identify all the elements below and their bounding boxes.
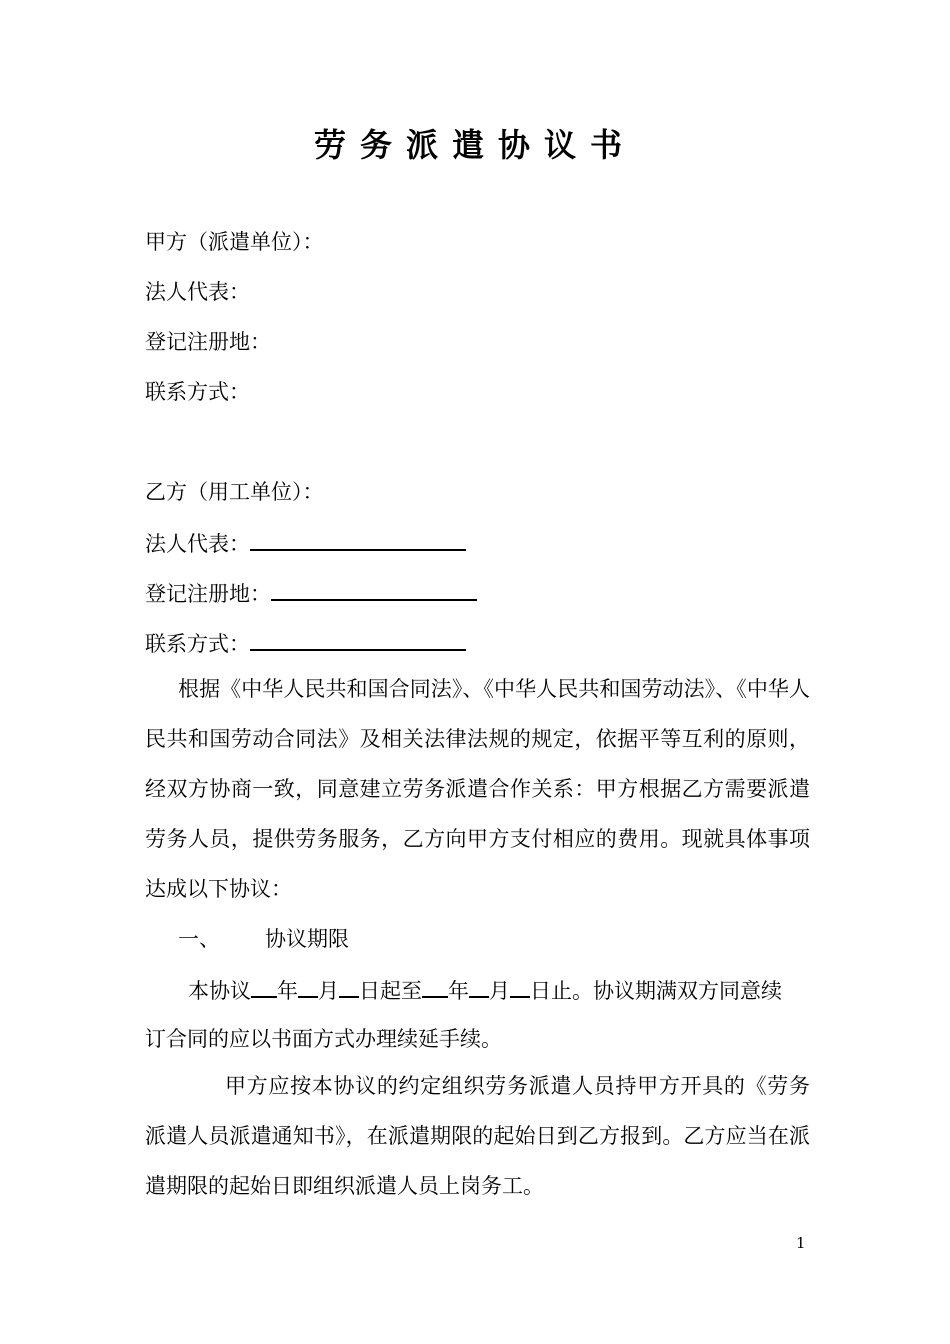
party-b-registered-address-blank (271, 577, 477, 601)
term-year2-label: 年 (448, 979, 469, 1003)
party-b-legal-rep-row (145, 527, 466, 559)
start-year-blank (251, 974, 277, 998)
section-1-heading (178, 924, 349, 954)
term-day-from-label: 日起至 (359, 979, 422, 1003)
party-a-contact-label: 联系方式： (145, 380, 250, 404)
term-line-2: 订合同的应以书面方式办理续延手续。 (145, 1027, 502, 1051)
party-b-legal-rep-blank (250, 527, 466, 551)
party-b-legal-rep-label: 法人代表： (145, 532, 250, 556)
party-b-registered-address-label: 登记注册地： (145, 582, 271, 606)
term-text-start: 本协议 (188, 979, 251, 1003)
start-day-blank (339, 974, 359, 998)
term-month2-label: 月 (489, 979, 510, 1003)
party-a-heading: 甲方（派遣单位）： (145, 230, 324, 254)
page-number: 1 (796, 1234, 806, 1252)
end-year-blank (422, 974, 448, 998)
party-b-contact-blank (250, 627, 466, 651)
term-year-label: 年 (277, 979, 298, 1003)
intro-paragraph: 根据《中华人民共和国合同法》、《中华人民共和国劳动法》、《中华人民共和国劳动合同法》及相关法律法规的规定，依据平等互利的原则，经双方协商一致，同意建立劳务派遣合作关系：甲方根据乙方需要派遣劳务人员，提供劳务服务，乙方向甲方支付相应的费用。现就具体事项达成以下协议： (145, 677, 810, 901)
party-a-legal-rep-label: 法人代表： (145, 280, 250, 304)
document-title: 劳务派遣协议书 (313, 126, 636, 164)
party-b-heading: 乙方（用工单位）： (145, 480, 324, 504)
term-line-1 (188, 974, 782, 1006)
start-month-blank (298, 974, 318, 998)
term-month-label: 月 (318, 979, 339, 1003)
party-b-contact-row (145, 627, 466, 659)
end-month-blank (469, 974, 489, 998)
term-day-to-label: 日止。协议期满双方同意续 (530, 979, 782, 1003)
section-1-title: 协议期限 (265, 927, 349, 951)
section-1-number: 一、 (178, 927, 220, 951)
party-b-registered-address-row (145, 577, 477, 609)
end-day-blank (510, 974, 530, 998)
party-b-contact-label: 联系方式： (145, 632, 250, 656)
dispatch-paragraph: 甲方应按本协议的约定组织劳务派遣人员持甲方开具的《劳务派遣人员派遣通知书》，在派遣期限的起始日到乙方报到。乙方应当在派遣期限的起始日即组织派遣人员上岗务工。 (145, 1074, 810, 1198)
party-a-registered-address-label: 登记注册地： (145, 330, 271, 354)
